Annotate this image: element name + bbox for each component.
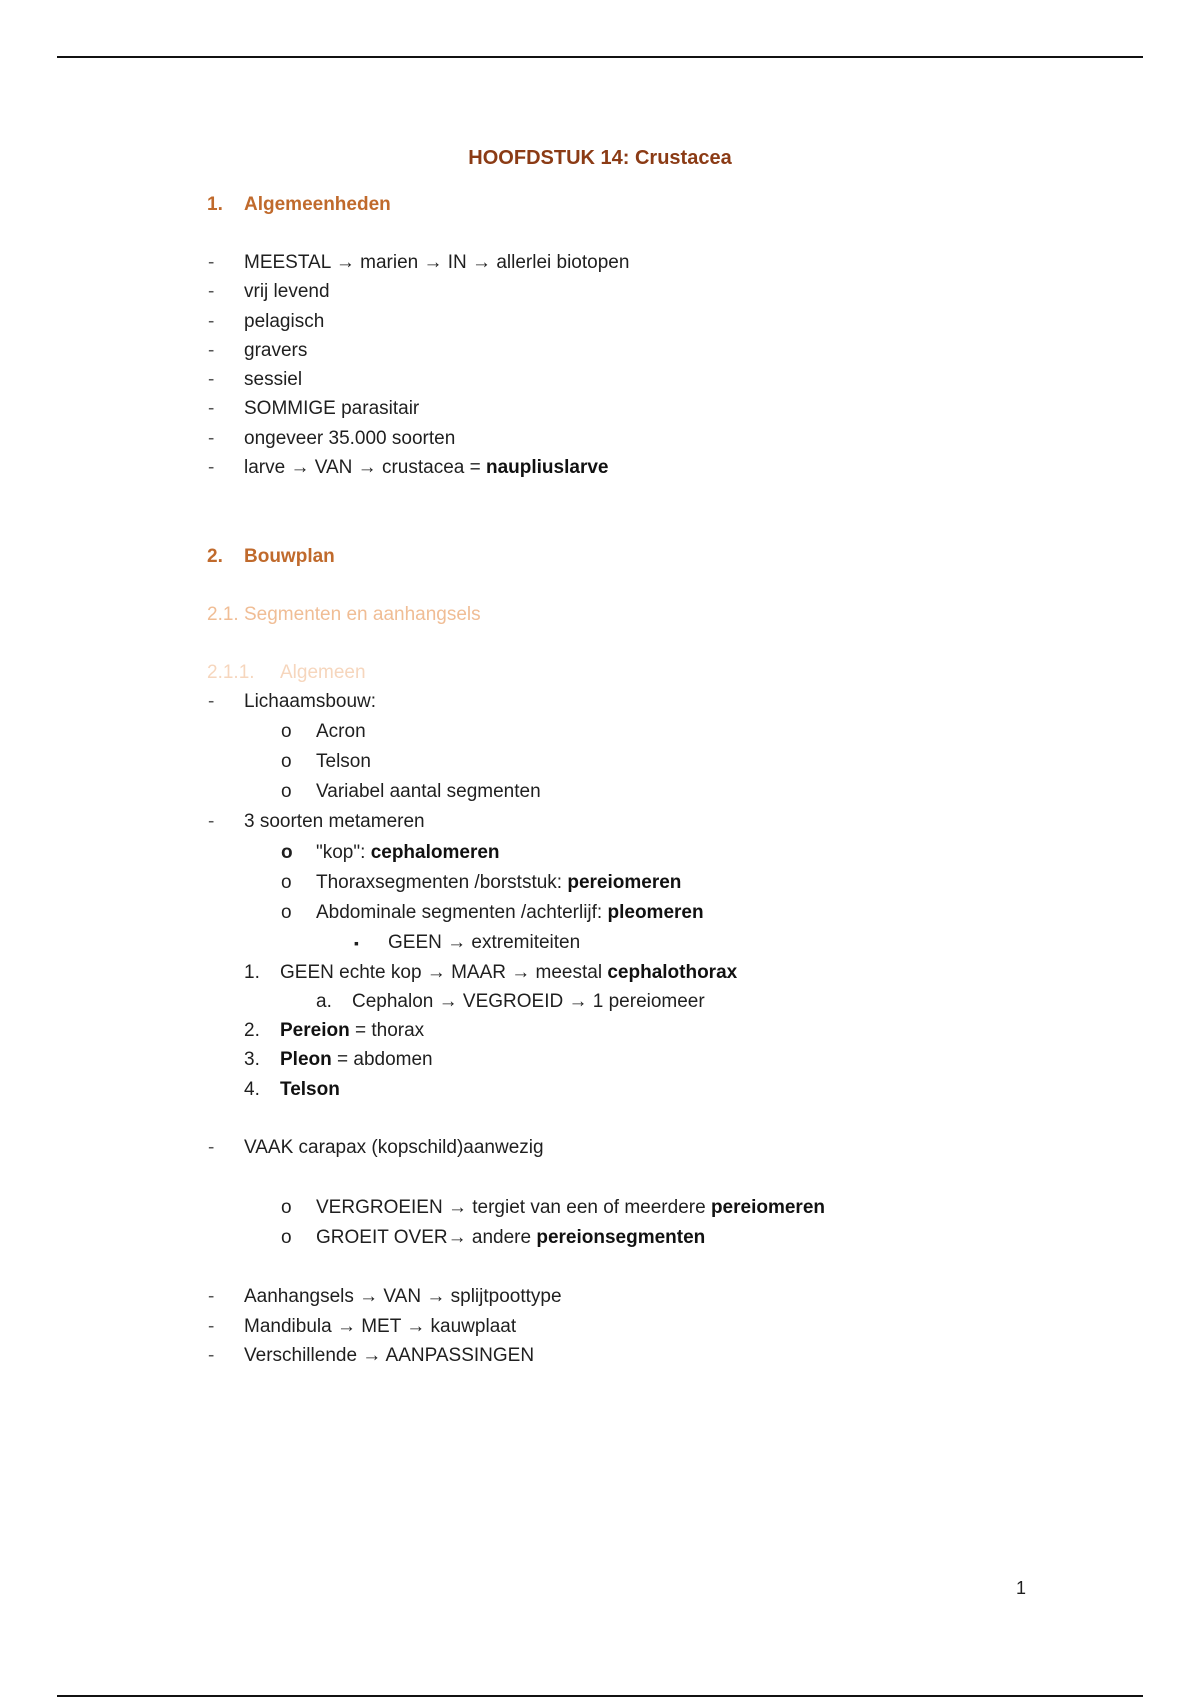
numbered-item-3-text: = abdomen [331,1049,433,1070]
list-item: MEESTAL → marien → IN → allerlei biotopen [244,252,630,273]
dash-bullet: - [208,1316,215,1337]
list-item-groeit-over [316,1226,705,1250]
numbered-item-3-bold: Pleon [280,1049,332,1070]
list-item: Mandibula → MET → kauwplaat [244,1316,517,1337]
list-item: GEEN → extremiteiten [388,932,581,953]
square-bullet: ▪ [354,935,359,951]
dash-bullet: - [208,691,215,712]
section-1-number: 1. [207,194,223,215]
page-title: HOOFDSTUK 14: Crustacea [468,147,732,169]
list-item: Acron [316,721,366,742]
numbered-item-1-bold: cephalothorax [607,962,738,983]
section-2-1-1-number: 2.1.1. [207,662,255,683]
section-1-heading: Algemeenheden [244,194,391,215]
list-item: vrij levend [244,281,330,302]
number-marker: 3. [244,1049,260,1070]
dash-bullet: - [208,369,215,390]
circle-bullet: o [281,842,293,863]
carapax-label: VAAK carapax (kopschild)aanwezig [244,1137,544,1158]
larve-bold-term: naupliuslarve [485,457,609,478]
list-item: Aanhangsels → VAN → splijtpoottype [244,1286,562,1307]
circle-bullet: o [281,872,292,893]
list-item-abdomen [316,901,704,925]
thorax-bold-term: pereiomeren [567,872,682,893]
letter-marker: a. [316,991,332,1012]
section-2-heading: Bouwplan [244,546,335,567]
circle-bullet: o [281,751,292,772]
section-2-number: 2. [207,546,223,567]
list-item: Verschillende → AANPASSINGEN [244,1345,535,1366]
numbered-item-1a: Cephalon → VEGROEID → 1 pereiomeer [352,991,705,1012]
section-2-1-number: 2.1. [207,604,239,625]
numbered-item-2-text: = thorax [349,1020,425,1041]
circle-bullet: o [281,781,292,802]
thorax-text: Thoraxsegmenten /borststuk: [316,872,568,893]
top-rule [57,56,1143,58]
metameren-label: 3 soorten metameren [244,811,425,832]
larve-text: larve → VAN → crustacea = [244,457,486,478]
kop-text: "kop": [316,842,371,863]
numbered-item-1-text: GEEN echte kop → MAAR → meestal [280,962,608,983]
circle-bullet: o [281,902,292,923]
numbered-item-4-bold: Telson [280,1079,340,1100]
dash-bullet: - [208,398,215,419]
dash-bullet: - [208,1286,215,1307]
number-marker: 4. [244,1079,260,1100]
number-marker: 2. [244,1020,260,1041]
bottom-rule [57,1695,1143,1697]
numbered-item-2-bold: Pereion [280,1020,350,1041]
dash-bullet: - [208,340,215,361]
list-item-kop [316,841,500,865]
section-2-1-heading: Segmenten en aanhangsels [244,604,481,625]
dash-bullet: - [208,1345,215,1366]
numbered-item-3 [280,1048,433,1072]
dash-bullet: - [208,1137,215,1158]
list-item: ongeveer 35.000 soorten [244,428,456,449]
numbered-item-1 [280,961,737,985]
dash-bullet: - [208,811,215,832]
list-item-larve [244,456,608,480]
groeit-over-text: GROEIT OVER→ andere [316,1227,537,1248]
numbered-item-4 [280,1078,340,1102]
list-item-vergroeien [316,1196,825,1220]
list-item: gravers [244,340,308,361]
number-marker: 1. [244,962,260,983]
abdomen-bold-term: pleomeren [607,902,704,923]
dash-bullet: - [208,252,215,273]
list-item: sessiel [244,369,303,390]
list-item: SOMMIGE parasitair [244,398,420,419]
page-number: 1 [1016,1578,1027,1598]
dash-bullet: - [208,281,215,302]
dash-bullet: - [208,311,215,332]
lichaamsbouw-label: Lichaamsbouw: [244,691,377,712]
circle-bullet: o [281,1227,292,1248]
list-item: pelagisch [244,311,325,332]
circle-bullet: o [281,1197,292,1218]
circle-bullet: o [281,721,292,742]
list-item-thorax [316,871,681,895]
kop-bold-term: cephalomeren [370,842,500,863]
vergroeien-bold-term: pereiomeren [710,1197,825,1218]
dash-bullet: - [208,457,215,478]
list-item: Variabel aantal segmenten [316,781,541,802]
list-item: Telson [316,751,371,772]
dash-bullet: - [208,428,215,449]
groeit-over-bold-term: pereionsegmenten [536,1227,706,1248]
section-2-1-1-heading: Algemeen [280,662,366,683]
vergroeien-text: VERGROEIEN → tergiet van een of meerdere [316,1197,711,1218]
numbered-item-2 [280,1019,424,1043]
abdomen-text: Abdominale segmenten /achterlijf: [316,902,608,923]
